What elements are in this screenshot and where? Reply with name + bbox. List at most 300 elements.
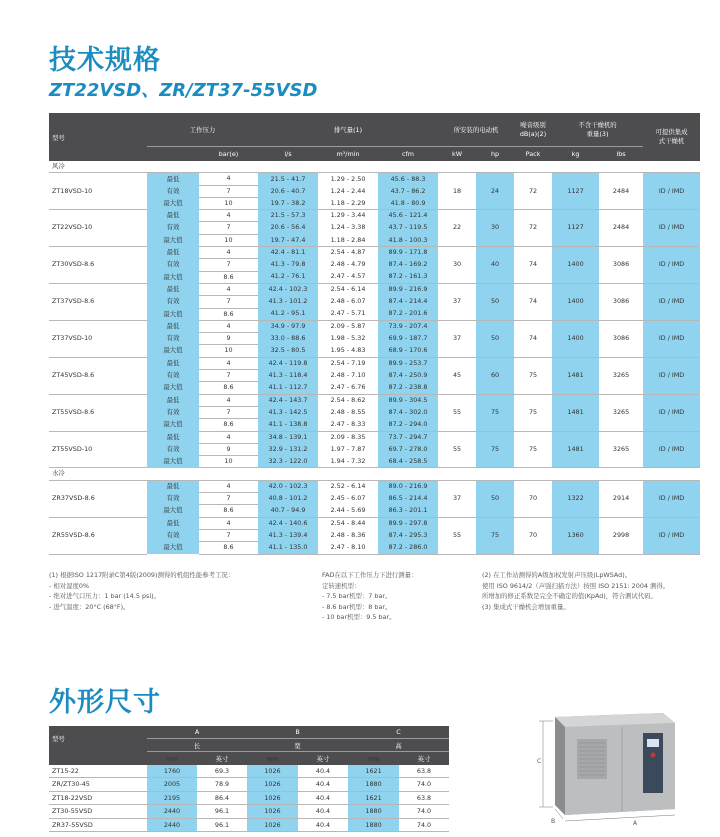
dim-value: 78.9 [197, 778, 247, 791]
pressure-level: 有效 [147, 333, 199, 345]
dryer-option: ID / IMD [643, 480, 700, 517]
table-row [49, 394, 700, 406]
pressure-bar: 9 [199, 333, 258, 345]
unit-label: m³/min [318, 147, 378, 162]
fad-m3min: 2.54 - 7.19 [330, 359, 366, 367]
table-row [49, 210, 700, 222]
dryer-option: ID / IMD [643, 394, 700, 431]
dim-value: 1026 [247, 805, 298, 818]
fad-cfm: 87.4 - 302.0 [378, 406, 438, 418]
motor-kw: 37 [438, 283, 476, 320]
pressure-bar: 7 [199, 185, 258, 197]
weight-lbs: 3265 [599, 394, 643, 431]
unit-label: kW [438, 147, 476, 162]
fad-cfm: 73.9 - 207.4 [378, 320, 438, 332]
pressure-level: 最大值 [147, 345, 199, 357]
motor-hp: 60 [476, 357, 514, 394]
dim-model-name: ZT15-22 [49, 765, 147, 778]
fad-cfm: 87.4 - 250.9 [378, 370, 438, 382]
section-label: 风冷 [49, 161, 700, 173]
fad-header: 排气量(1) [258, 113, 438, 147]
pressure-bar: 10 [199, 234, 258, 246]
pressure-level: 有效 [147, 296, 199, 308]
fad-m3min: 1.24 - 2.44 [330, 186, 366, 195]
pressure-level: 最低 [147, 320, 199, 332]
fad-m3min: 2.09 - 8.35 [330, 432, 366, 441]
dim-letter-b: B [247, 726, 348, 739]
fad-m3min: 2.47 - 4.57 [318, 271, 378, 283]
noise-level: 74 [514, 320, 552, 357]
weight-lbs: 2998 [599, 517, 643, 554]
dim-value: 74.0 [399, 818, 449, 831]
weight-lbs: 3265 [599, 357, 643, 394]
fad-m3min: 2.47 - 8.33 [318, 419, 378, 431]
unit-label: hp [476, 147, 514, 162]
fad-m3min: 2.54 - 8.44 [330, 518, 366, 527]
spec-table [49, 113, 700, 555]
pressure-level: 最低 [147, 283, 199, 295]
pressure-level: 有效 [147, 443, 199, 455]
fad-ls: 19.7 - 47.4 [258, 234, 318, 246]
motor-hp: 50 [476, 283, 514, 320]
pressure-bar: 8.6 [199, 271, 258, 283]
pressure-bar: 7 [199, 222, 258, 234]
dryer-option: ID / IMD [643, 431, 700, 468]
table-row [49, 320, 700, 332]
page-title: 技术规格 [49, 45, 161, 76]
model-name: ZR37VSD-8.6 [49, 480, 147, 517]
fad-m3min: 2.52 - 6.14 [330, 481, 366, 490]
weight-kg: 1127 [552, 210, 599, 247]
pressure-level: 最大值 [147, 542, 199, 554]
noise-level: 75 [514, 357, 552, 394]
dim-name-width: 宽 [247, 739, 348, 752]
section-row [49, 468, 700, 480]
fad-cfm: 43.7 - 119.5 [378, 222, 438, 234]
fad-cfm: 73.7 - 294.7 [378, 431, 438, 443]
dim-value: 74.0 [399, 805, 449, 818]
pressure-level: 最低 [147, 210, 199, 222]
fad-m3min: 1.24 - 3.38 [330, 223, 366, 232]
dim-value: 74.0 [399, 778, 449, 791]
weight-lbs: 2484 [599, 210, 643, 247]
noise-level: 72 [514, 210, 552, 247]
motor-kw: 30 [438, 247, 476, 284]
weight-kg: 1481 [552, 357, 599, 394]
weight-lbs: 3086 [599, 247, 643, 284]
noise-level: 70 [514, 480, 552, 517]
fad-cfm: 87.2 - 201.6 [378, 308, 438, 320]
dim-unit: mm [247, 752, 298, 766]
fad-m3min: 1.98 - 5.32 [330, 334, 366, 343]
pressure-bar: 4 [199, 210, 258, 222]
table-row [49, 791, 449, 804]
dim-name-length: 长 [147, 739, 247, 752]
model-name: ZT55VSD-10 [49, 431, 147, 468]
pressure-bar: 10 [199, 456, 258, 468]
motor-hp: 50 [476, 480, 514, 517]
fad-cfm: 87.2 - 286.0 [378, 542, 438, 554]
noise-level: 75 [514, 431, 552, 468]
noise-level: 74 [514, 283, 552, 320]
pressure-bar: 7 [199, 370, 258, 382]
spec-units-row [49, 147, 700, 162]
unit-label: lbs [599, 147, 643, 162]
fad-ls: 42.4 - 81.1 [258, 247, 318, 259]
fad-ls: 34.9 - 97.9 [258, 320, 318, 332]
weight-kg: 1481 [552, 431, 599, 468]
pressure-level: 最大值 [147, 308, 199, 320]
pressure-level: 最大值 [147, 505, 199, 517]
noise-level: 70 [514, 517, 552, 554]
pressure-level: 最大值 [147, 456, 199, 468]
table-row [49, 765, 449, 778]
dim-model-name: ZT18-22VSD [49, 791, 147, 804]
table-row [49, 818, 449, 831]
fad-m3min: 1.29 - 3.44 [330, 211, 366, 220]
motor-kw: 37 [438, 320, 476, 357]
fad-ls: 42.4 - 119.8 [258, 357, 318, 369]
model-name: ZT45VSD-8.6 [49, 357, 147, 394]
motor-hp: 24 [476, 173, 514, 210]
weight-header: 不含干燥机的 重量(3) [552, 113, 643, 147]
dim-value: 1026 [247, 818, 298, 831]
dim-model-name: ZR37-55VSD [49, 818, 147, 831]
pressure-bar: 4 [199, 517, 258, 529]
dim-value: 1880 [348, 805, 399, 818]
notes-col-1: (1) 根据ISO 1217附录C第4版(2009)测得的机组性能参考工况： - 相对湿度0% - 绝对进气口压力：1 bar (14.5 psi)。 - 进气温度：20°C (68°F)。 [49, 571, 235, 611]
dim-value: 1026 [247, 791, 298, 804]
pressure-bar: 4 [199, 283, 258, 295]
noise-level: 75 [514, 394, 552, 431]
dim-value: 1026 [247, 778, 298, 791]
table-row [49, 173, 700, 185]
fad-cfm: 89.9 - 304.5 [378, 394, 438, 406]
motor-kw: 18 [438, 173, 476, 210]
pressure-level: 有效 [147, 259, 199, 271]
dim-value: 1026 [247, 765, 298, 778]
dim-model-header: 型号 [49, 726, 147, 752]
fad-cfm: 87.2 - 294.0 [378, 419, 438, 431]
pressure-bar: 7 [199, 259, 258, 271]
pressure-level: 有效 [147, 222, 199, 234]
pressure-bar: 8.6 [199, 308, 258, 320]
unit-label: kg [552, 147, 599, 162]
pressure-level: 最大值 [147, 197, 199, 209]
dimensions-title: 外形尺寸 [49, 687, 161, 718]
dim-label-a: A [633, 820, 638, 827]
fad-m3min: 2.47 - 5.71 [318, 308, 378, 320]
weight-kg: 1400 [552, 283, 599, 320]
notes-col-2: FAD在以下工作压力下进行测量： 定转速机型： - 7.5 bar机型：7 bar。 - 8.6 bar机型：8 bar。 - 10 bar机型：9.5 bar。 [322, 571, 418, 622]
pressure-bar: 8.6 [199, 382, 258, 394]
cabinet-edge [555, 717, 565, 815]
dim-letter-row [49, 726, 449, 739]
pressure-bar: 4 [199, 480, 258, 492]
pressure-bar: 4 [199, 357, 258, 369]
fad-ls: 21.5 - 41.7 [258, 173, 318, 185]
dim-value: 40.4 [298, 765, 348, 778]
dim-value: 86.4 [197, 791, 247, 804]
fad-m3min: 1.18 - 2.29 [318, 197, 378, 209]
weight-kg: 1481 [552, 394, 599, 431]
dim-value: 96.1 [197, 805, 247, 818]
pressure-level: 最低 [147, 517, 199, 529]
dryer-option: ID / IMD [643, 517, 700, 554]
fad-ls: 42.0 - 102.3 [258, 480, 318, 492]
dryer-option: ID / IMD [643, 210, 700, 247]
model-name: ZR55VSD-8.6 [49, 517, 147, 554]
pressure-bar: 4 [199, 431, 258, 443]
stop-button-icon [651, 753, 656, 758]
dim-unit: mm [147, 752, 197, 766]
dim-value: 96.1 [197, 818, 247, 831]
pressure-bar: 7 [199, 529, 258, 541]
fad-m3min: 2.48 - 7.10 [330, 371, 366, 380]
fad-cfm: 86.5 - 214.4 [378, 493, 438, 505]
pressure-level: 最低 [147, 357, 199, 369]
fad-m3min: 2.54 - 8.62 [330, 395, 366, 404]
dim-letter-a: A [147, 726, 247, 739]
fad-m3min: 2.09 - 5.87 [330, 322, 366, 331]
table-row [49, 357, 700, 369]
weight-lbs: 3086 [599, 320, 643, 357]
section-row [49, 161, 700, 173]
dim-value: 2440 [147, 818, 197, 831]
dim-name-height: 高 [348, 739, 449, 752]
fad-cfm: 41.8 - 80.9 [378, 197, 438, 209]
dim-model-name: ZR/ZT30-45 [49, 778, 147, 791]
fad-cfm: 68.4 - 258.5 [378, 456, 438, 468]
table-row [49, 247, 700, 259]
pressure-bar: 7 [199, 493, 258, 505]
pressure-bar: 9 [199, 443, 258, 455]
pressure-level: 最低 [147, 480, 199, 492]
dim-value: 63.8 [399, 765, 449, 778]
model-name: ZT37VSD-8.6 [49, 283, 147, 320]
pressure-level: 最低 [147, 247, 199, 259]
weight-lbs: 3086 [599, 283, 643, 320]
pressure-level: 有效 [147, 370, 199, 382]
fad-ls: 34.8 - 139.1 [258, 431, 318, 443]
fad-cfm: 89.9 - 297.8 [378, 517, 438, 529]
fad-m3min: 2.48 - 6.07 [330, 297, 366, 306]
dim-label-b: B [551, 818, 556, 825]
pressure-level: 有效 [147, 493, 199, 505]
fad-ls: 19.7 - 38.2 [258, 197, 318, 209]
pressure-level: 最大值 [147, 382, 199, 394]
table-row [49, 805, 449, 818]
fad-ls: 41.3 - 139.4 [258, 529, 318, 541]
dim-unit: mm [348, 752, 399, 766]
fad-cfm: 86.3 - 201.1 [378, 505, 438, 517]
dim-value: 69.3 [197, 765, 247, 778]
fad-cfm: 89.0 - 216.9 [378, 480, 438, 492]
dryer-option: ID / IMD [643, 357, 700, 394]
dryer-option: ID / IMD [643, 173, 700, 210]
motor-kw: 55 [438, 517, 476, 554]
dim-value: 2440 [147, 805, 197, 818]
fad-cfm: 89.9 - 216.9 [378, 283, 438, 295]
pressure-bar: 7 [199, 406, 258, 418]
fad-m3min: 1.94 - 7.32 [318, 456, 378, 468]
motor-hp: 75 [476, 394, 514, 431]
fad-m3min: 1.29 - 2.50 [330, 174, 366, 183]
noise-level: 74 [514, 247, 552, 284]
fad-ls: 33.0 - 88.6 [258, 333, 318, 345]
page-subtitle: ZT22VSD、ZR/ZT37-55VSD [49, 80, 318, 101]
dim-unit: 英寸 [197, 752, 247, 766]
model-header: 型号 [49, 113, 147, 161]
pressure-bar: 7 [199, 296, 258, 308]
fad-ls: 21.5 - 57.3 [258, 210, 318, 222]
dim-value: 1621 [348, 791, 399, 804]
dryer-option: ID / IMD [643, 247, 700, 284]
noise-header: 噪音级别 dB(a)(2) [514, 113, 552, 147]
noise-level: 72 [514, 173, 552, 210]
notes-col-3: (2) 在工作站测得的A级加权发射声压级(LpWSAd)。 使用 ISO 9614/2（声强扫描方法）按照 ISO 2151: 2004 测得。 所增加的修正系数是完全不确定的值(KpAd)，符合测试代码。 (3) 集成式干燥机会增加重量。 [482, 571, 670, 611]
unit-label: Pack [514, 147, 552, 162]
pressure-level: 有效 [147, 406, 199, 418]
pressure-bar: 8.6 [199, 542, 258, 554]
motor-kw: 55 [438, 394, 476, 431]
fad-m3min: 2.44 - 5.69 [318, 505, 378, 517]
fad-ls: 41.1 - 112.7 [258, 382, 318, 394]
unit-label: l/s [258, 147, 318, 162]
dim-unit: 英寸 [298, 752, 348, 766]
model-name: ZT18VSD-10 [49, 173, 147, 210]
weight-kg: 1127 [552, 173, 599, 210]
section-label: 水冷 [49, 468, 700, 480]
dim-value: 40.4 [298, 818, 348, 831]
pressure-level: 有效 [147, 185, 199, 197]
dim-value: 1880 [348, 778, 399, 791]
fad-ls: 41.3 - 142.5 [258, 406, 318, 418]
fad-ls: 41.1 - 138.8 [258, 419, 318, 431]
fad-cfm: 45.6 - 88.3 [378, 173, 438, 185]
motor-kw: 37 [438, 480, 476, 517]
dim-value: 2195 [147, 791, 197, 804]
weight-kg: 1360 [552, 517, 599, 554]
fad-ls: 41.2 - 95.1 [258, 308, 318, 320]
weight-lbs: 2484 [599, 173, 643, 210]
motor-header: 所安装的电动机 [438, 113, 514, 147]
fad-ls: 32.9 - 131.2 [258, 443, 318, 455]
table-row [49, 431, 700, 443]
model-name: ZT22VSD-10 [49, 210, 147, 247]
model-name: ZT30VSD-8.6 [49, 247, 147, 284]
weight-kg: 1400 [552, 247, 599, 284]
pressure-level: 最大值 [147, 419, 199, 431]
table-row [49, 283, 700, 295]
dimensions-table [49, 726, 449, 832]
fad-ls: 20.6 - 40.7 [258, 185, 318, 197]
dim-value: 40.4 [298, 791, 348, 804]
motor-hp: 50 [476, 320, 514, 357]
dim-value: 40.4 [298, 805, 348, 818]
fad-cfm: 89.9 - 171.8 [378, 247, 438, 259]
table-row [49, 778, 449, 791]
motor-hp: 75 [476, 431, 514, 468]
fad-cfm: 43.7 - 86.2 [378, 185, 438, 197]
motor-kw: 55 [438, 431, 476, 468]
spec-header-row [49, 113, 700, 147]
unit-label: cfm [378, 147, 438, 162]
dim-model-name: ZT30-55VSD [49, 805, 147, 818]
table-row [49, 480, 700, 492]
pressure-level: 最低 [147, 431, 199, 443]
pressure-level: 最低 [147, 394, 199, 406]
weight-lbs: 3265 [599, 431, 643, 468]
pressure-bar: 4 [199, 394, 258, 406]
fad-cfm: 69.9 - 187.7 [378, 333, 438, 345]
dim-value: 40.4 [298, 778, 348, 791]
fad-ls: 32.3 - 122.0 [258, 456, 318, 468]
pressure-bar: 4 [199, 320, 258, 332]
fad-m3min: 1.97 - 7.87 [330, 444, 366, 453]
dim-value: 2005 [147, 778, 197, 791]
dim-unit-row [49, 752, 449, 766]
motor-hp: 75 [476, 517, 514, 554]
pressure-bar: 4 [199, 247, 258, 259]
motor-kw: 22 [438, 210, 476, 247]
fad-ls: 41.3 - 101.2 [258, 296, 318, 308]
fad-ls: 42.4 - 143.7 [258, 394, 318, 406]
fad-ls: 41.2 - 76.1 [258, 271, 318, 283]
model-name: ZT55VSD-8.6 [49, 394, 147, 431]
dim-unit: 英寸 [399, 752, 449, 766]
unit-label: bar(e) [199, 147, 258, 162]
fad-cfm: 41.8 - 100.3 [378, 234, 438, 246]
dim-letter-c: C [348, 726, 449, 739]
pressure-level: 有效 [147, 529, 199, 541]
fad-ls: 41.1 - 135.0 [258, 542, 318, 554]
dim-value: 1880 [348, 818, 399, 831]
weight-lbs: 2914 [599, 480, 643, 517]
fad-m3min: 2.48 - 4.79 [330, 260, 366, 269]
motor-hp: 40 [476, 247, 514, 284]
pressure-bar: 8.6 [199, 419, 258, 431]
pressure-bar: 4 [199, 173, 258, 185]
fad-m3min: 2.48 - 8.55 [330, 407, 366, 416]
dim-value: 1760 [147, 765, 197, 778]
fad-ls: 42.4 - 102.3 [258, 283, 318, 295]
pressure-bar: 10 [199, 197, 258, 209]
compressor-dimension-diagram [525, 705, 701, 829]
fad-cfm: 87.4 - 295.3 [378, 529, 438, 541]
dim-value: 1621 [348, 765, 399, 778]
dryer-option: ID / IMD [643, 283, 700, 320]
fad-m3min: 2.47 - 6.76 [318, 382, 378, 394]
fad-cfm: 87.4 - 214.4 [378, 296, 438, 308]
table-row [49, 517, 700, 529]
fad-ls: 20.6 - 56.4 [258, 222, 318, 234]
weight-kg: 1400 [552, 320, 599, 357]
dim-label-c: C [537, 758, 542, 765]
fad-ls: 32.5 - 80.5 [258, 345, 318, 357]
motor-hp: 30 [476, 210, 514, 247]
fad-cfm: 87.4 - 169.2 [378, 259, 438, 271]
fad-ls: 40.7 - 94.9 [258, 505, 318, 517]
pressure-level: 最大值 [147, 234, 199, 246]
fad-ls: 42.4 - 140.6 [258, 517, 318, 529]
fad-cfm: 89.9 - 253.7 [378, 357, 438, 369]
dryer-header: 可提供集成 式干燥机 [643, 113, 700, 161]
weight-kg: 1322 [552, 480, 599, 517]
fad-m3min: 1.18 - 2.84 [318, 234, 378, 246]
fad-ls: 41.3 - 118.4 [258, 370, 318, 382]
fad-m3min: 2.45 - 6.07 [330, 494, 366, 503]
